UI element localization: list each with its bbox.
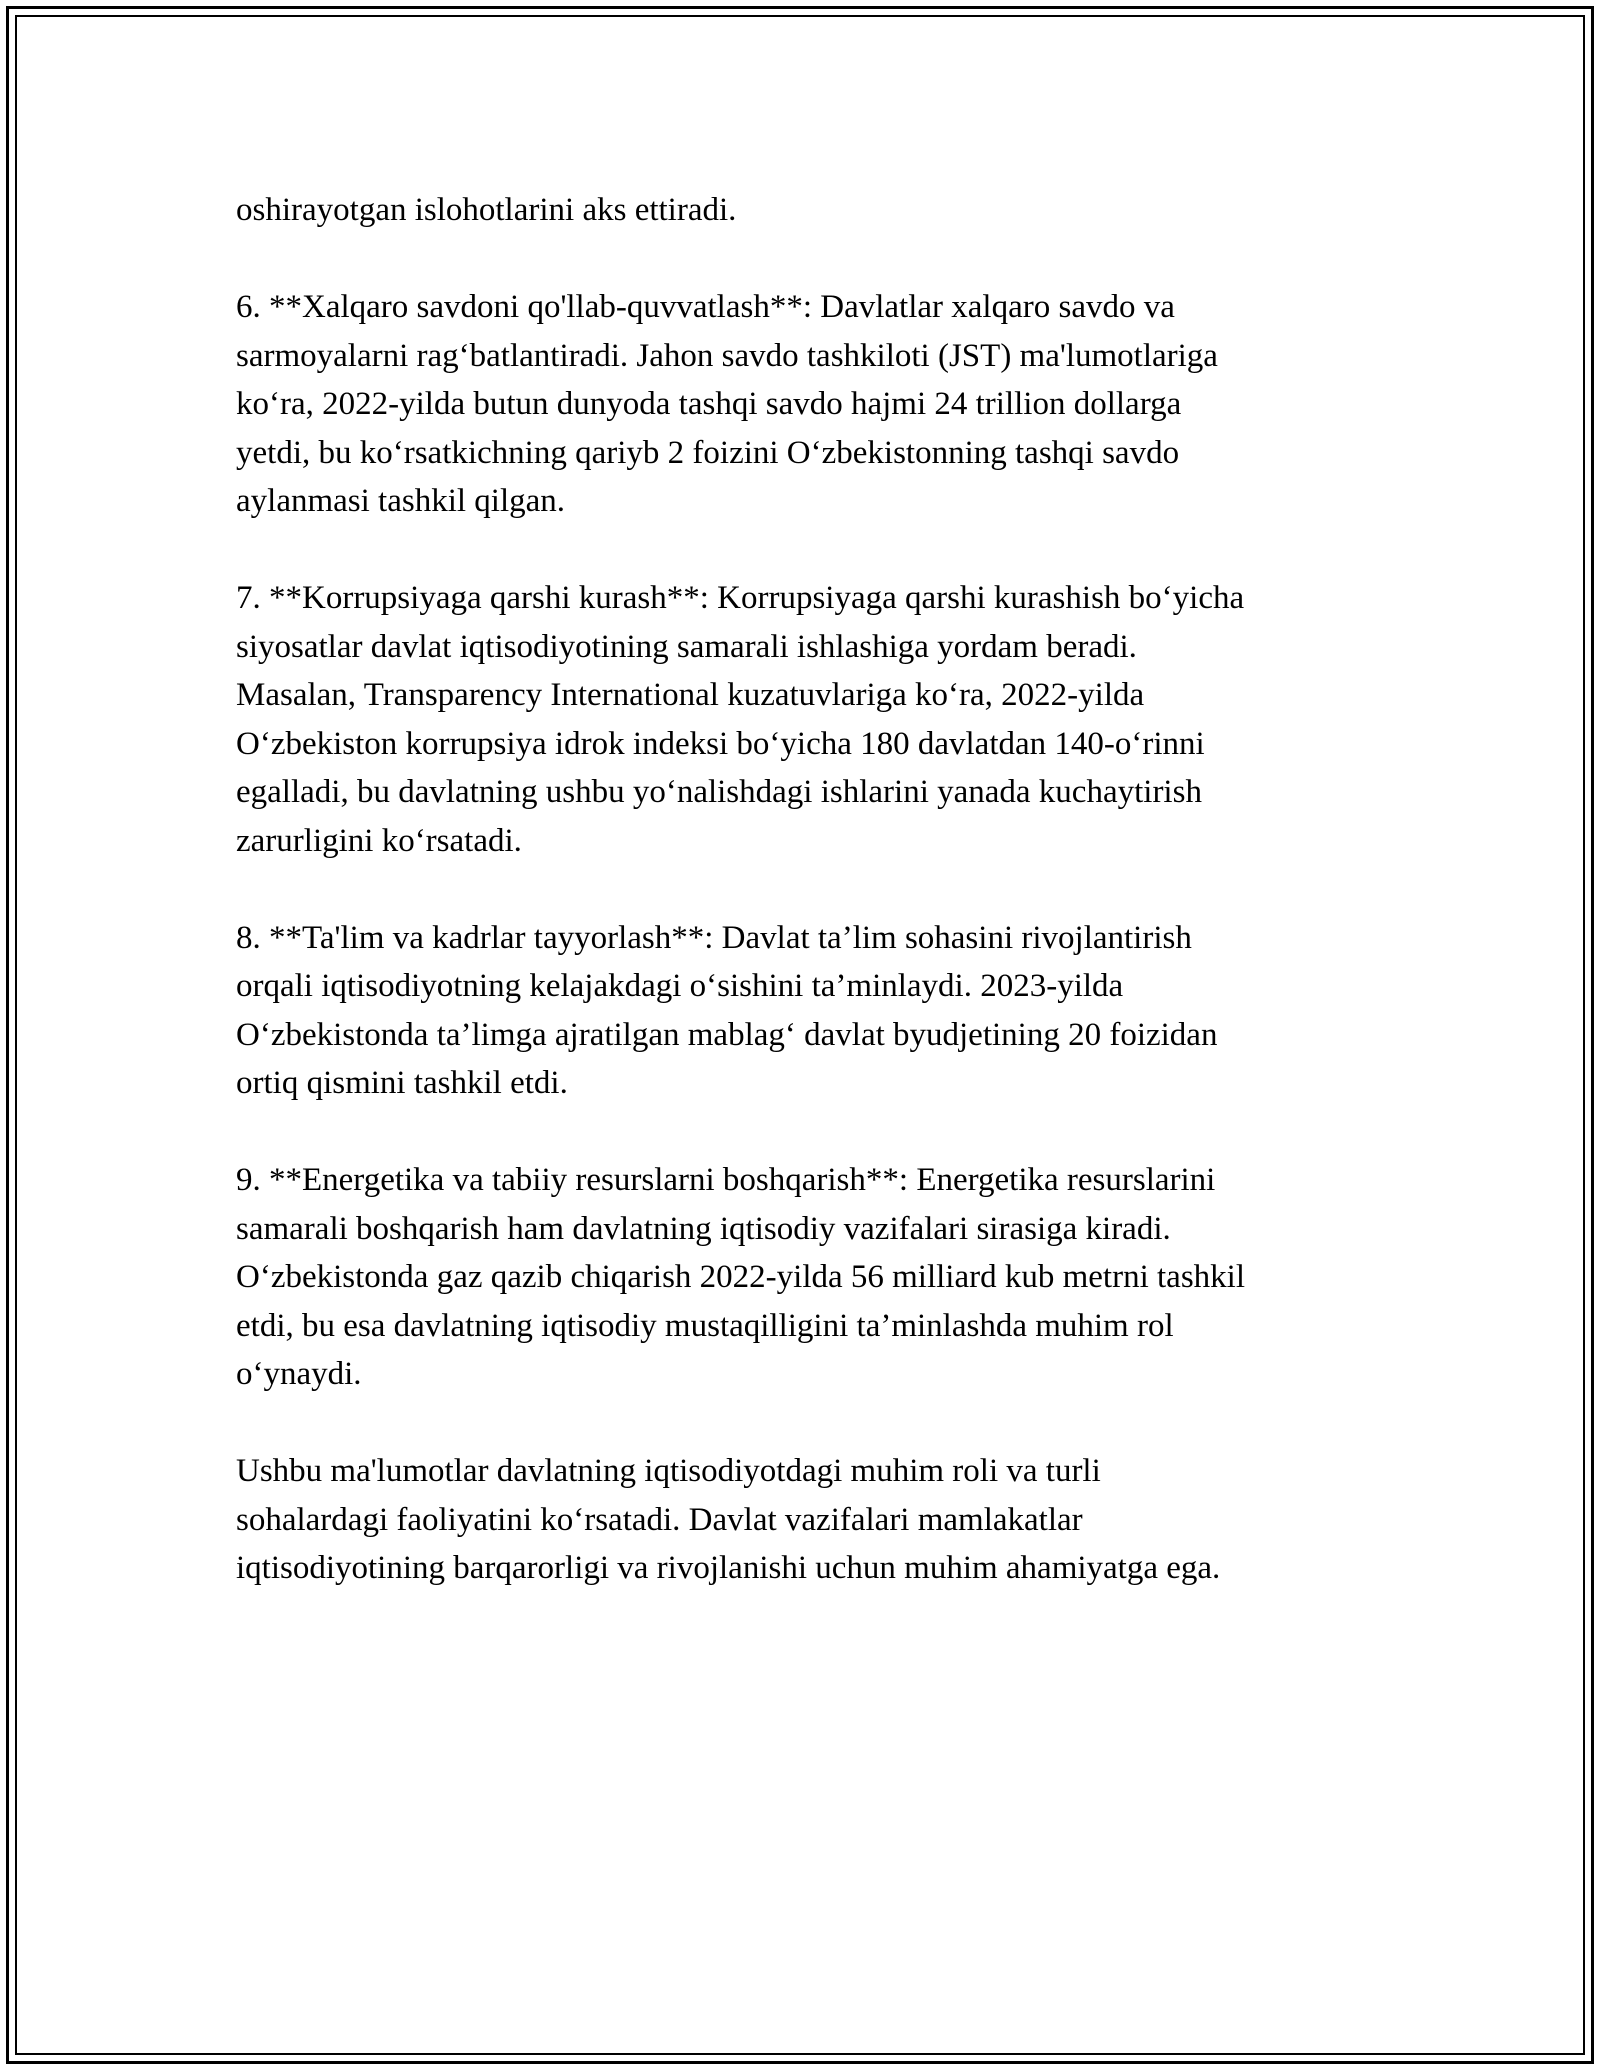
paragraph-item-9-energy: 9. **Energetika va tabiiy resurslarni boshqarish**: Energetika resurslarini samarali boshqarish ham davlatning iqtisodiy vazifalari sirasiga kiradi. O‘zbekistonda gaz qazib chiqarish 2022-yilda 56 milliard kub metrni tashkil etdi, bu esa davlatning iqtisodiy mustaqilligini ta’minlashda muhim rol o‘ynaydi. — [236, 1162, 1245, 1392]
paragraph-conclusion: Ushbu ma'lumotlar davlatning iqtisodiyotdagi muhim roli va turli sohalardagi faoliyatini ko‘rsatadi. Davlat vazifalari mamlakatlar iqtisodiyotining barqarorligi va rivojlanishi uchun muhim ahamiyatga ega. — [236, 1453, 1221, 1586]
paragraph-item-8-education: 8. **Ta'lim va kadrlar tayyorlash**: Davlat ta’lim sohasini rivojlantirish orqali iqtisodiyotning kelajakdagi o‘sishini ta’minlaydi. 2023-yilda O‘zbekistonda ta’limga ajratilgan mablag‘ davlat byudjetining 20 foizidan ortiq qismini tashkil etdi. — [236, 919, 1218, 1101]
paragraph-intro-continuation: oshirayotgan islohotlarini aks ettiradi. — [236, 192, 737, 228]
paragraph-item-7-anticorruption: 7. **Korrupsiyaga qarshi kurash**: Korrupsiyaga qarshi kurashish bo‘yicha siyosatlar davlat iqtisodiyotining samarali ishlashiga yordam beradi. Masalan, Transparency International kuzatuvlariga ko‘ra, 2022-yilda O‘zbekiston korrupsiya idrok indeksi bo‘yicha 180 davlatdan 140-o‘rinni egalladi, bu davlatning ushbu yo‘nalishdagi ishlarini yanada kuchaytirish zarurligini ko‘rsatadi. — [236, 580, 1245, 859]
document-body — [236, 186, 1366, 1593]
paragraph-item-6-trade: 6. **Xalqaro savdoni qo'llab-quvvatlash**: Davlatlar xalqaro savdo va sarmoyalarni rag‘batlantiradi. Jahon savdo tashkiloti (JST) ma'lumotlariga ko‘ra, 2022-yilda butun dunyoda tashqi savdo hajmi 24 trillion dollarga yetdi, bu ko‘rsatkichning qariyb 2 foizini O‘zbekistonning tashqi savdo aylanmasi tashkil qilgan. — [236, 289, 1218, 519]
